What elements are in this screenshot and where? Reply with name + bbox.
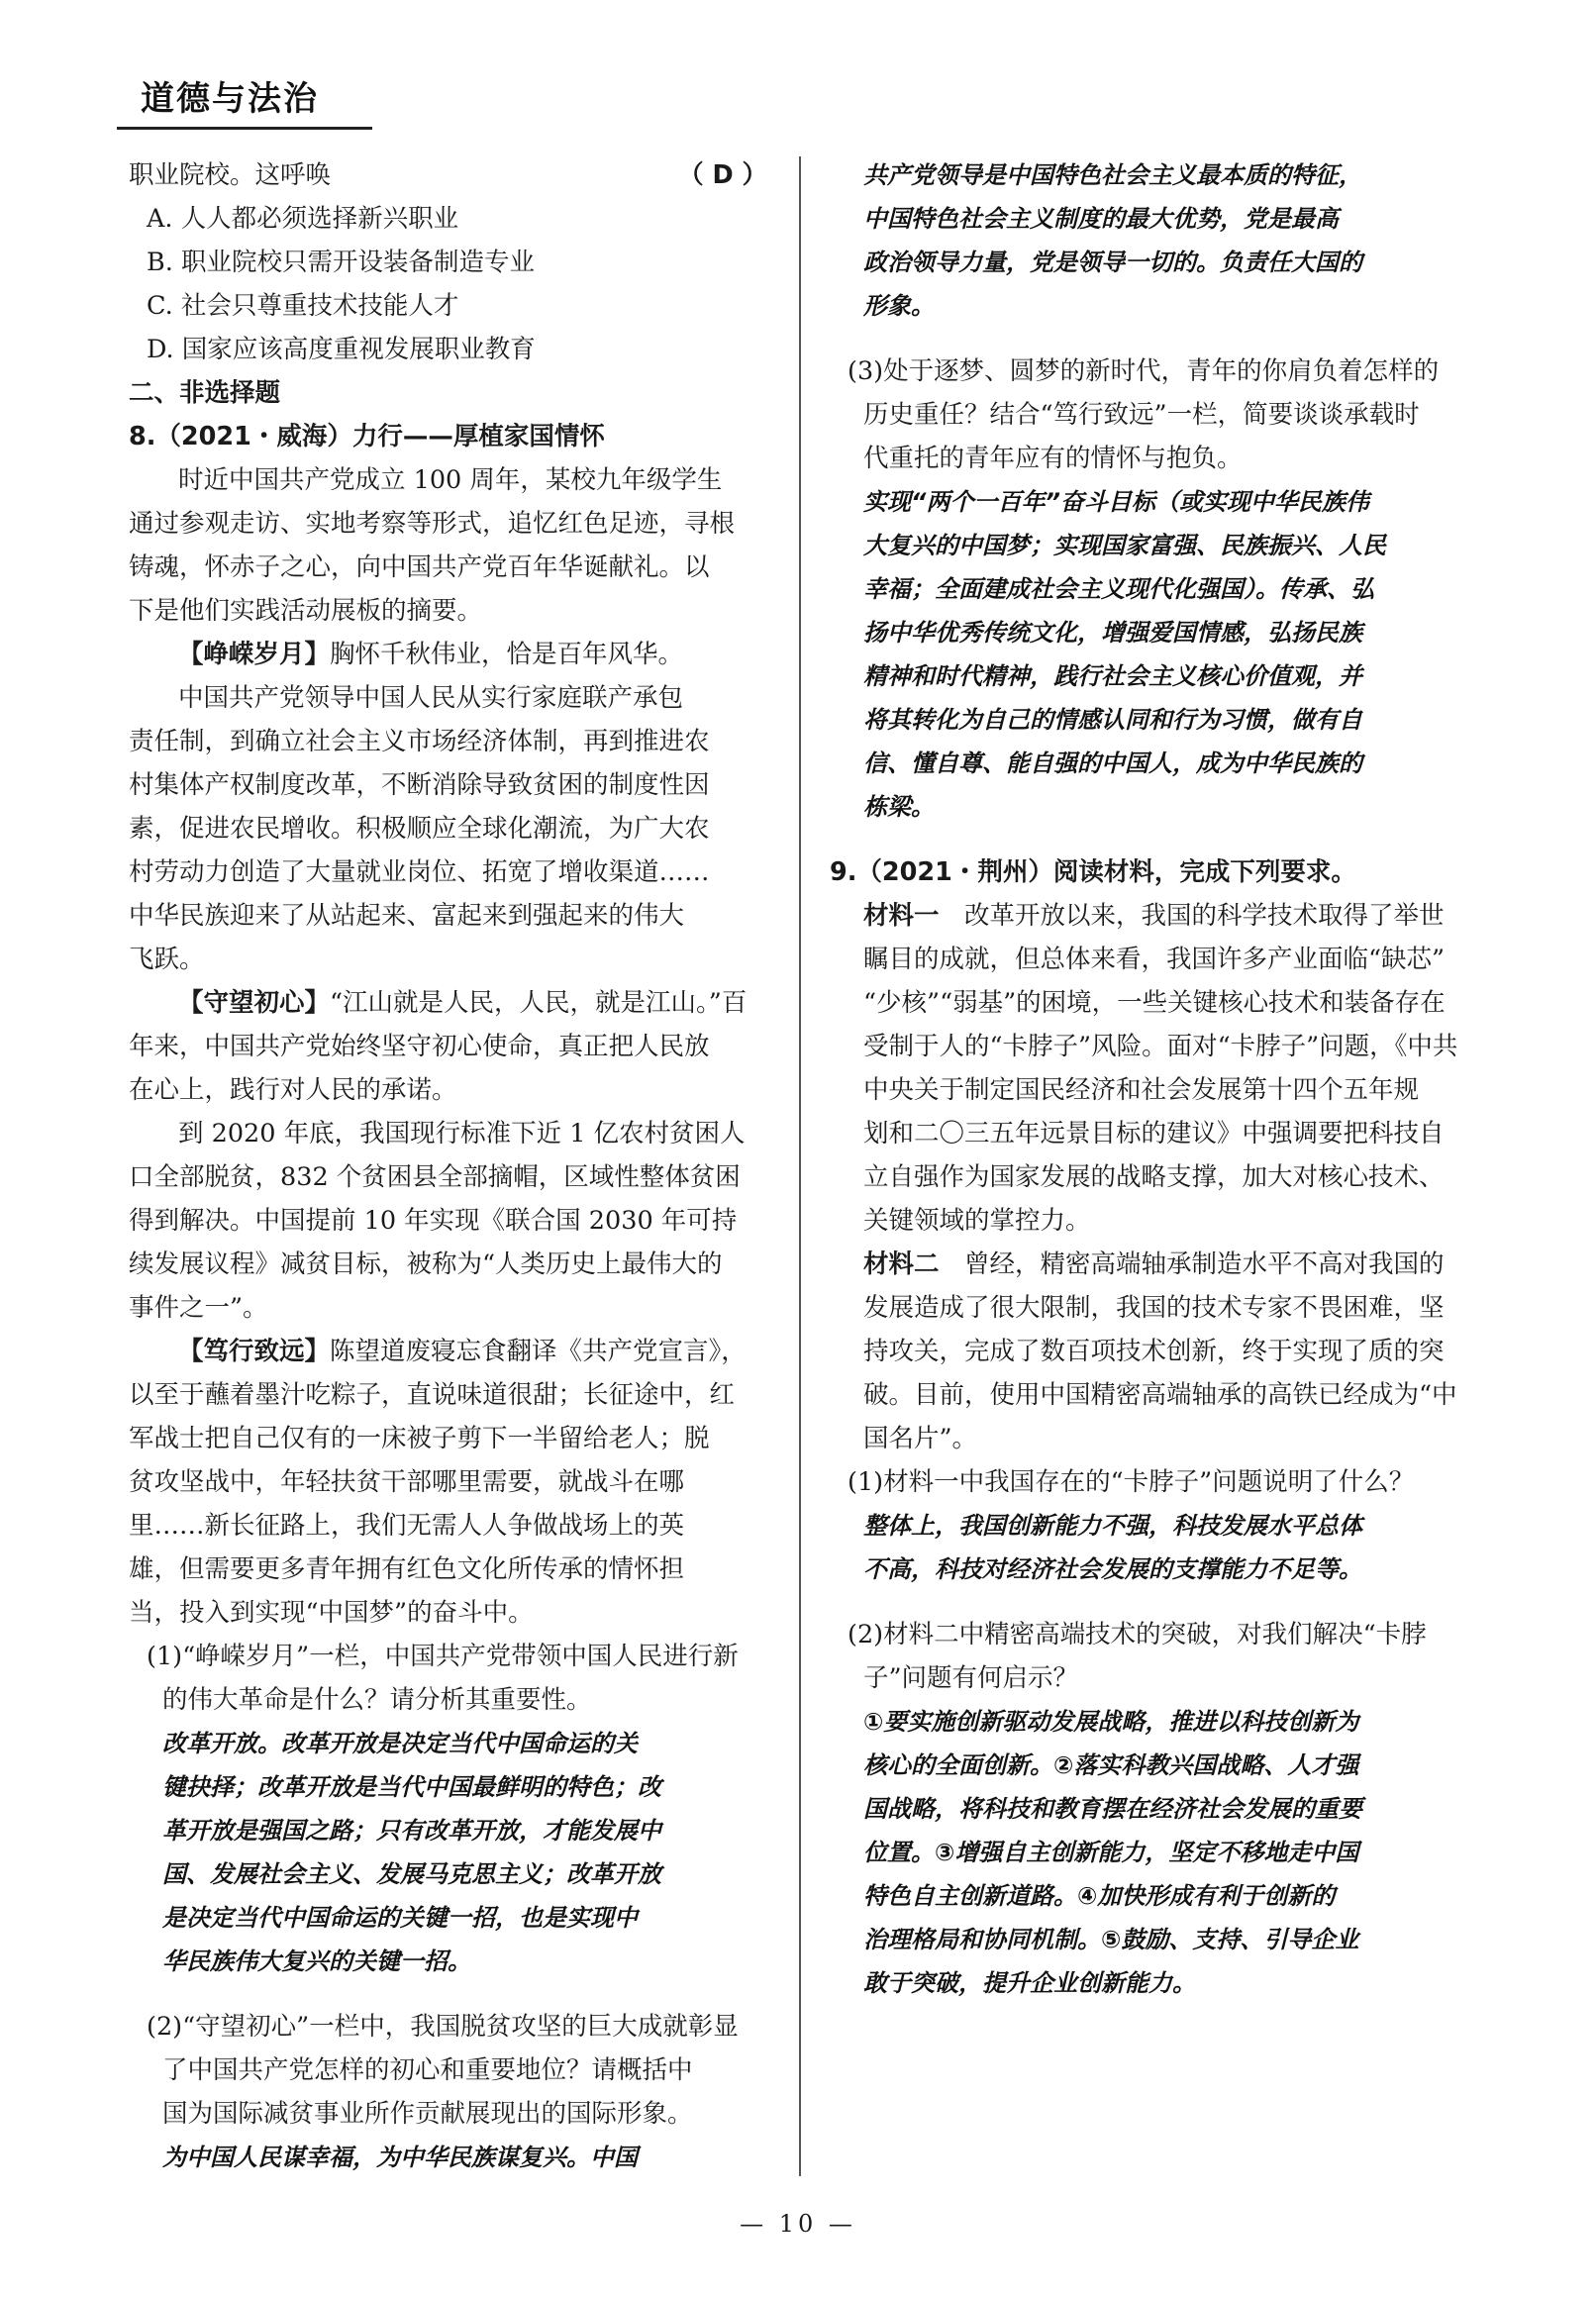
m1-lead: [830, 894, 1495, 938]
left-column: [129, 153, 777, 2179]
text-line: 以至于蘸着墨汁吃粽子，直说味道很甜；长征途中，红: [129, 1380, 736, 1410]
answer-line: 敢于突破，提升企业创新能力。: [863, 1969, 1196, 1997]
text-line: 续发展议程》减贫目标，被称为“人类历史上最伟大的: [129, 1249, 723, 1279]
p2-lead-text: “江山就是人民，人民，就是江山。”百: [330, 988, 748, 1018]
answer-line: 形象。: [863, 292, 935, 320]
answer-line: 治理格局和协同机制。⑤鼓励、支持、引导企业: [863, 1926, 1359, 1953]
p2-lead: [129, 981, 777, 1025]
m2-lead-text: 曾经，精密高端轴承制造水平不高对我国的: [964, 1249, 1445, 1279]
answer-line: 政治领导力量，党是领导一切的。负责任大国的: [863, 249, 1362, 276]
answer-line: 幸福；全面建成社会主义现代化强国）。传承、弘: [863, 575, 1374, 603]
column-divider: [799, 156, 801, 2176]
answer-line: 特色自主创新道路。④加快形成有利于创新的: [863, 1882, 1336, 1910]
text-line: 立自强作为国家发展的战略支撑，加大对核心技术、: [863, 1162, 1445, 1192]
option-line: A. 人人都必须选择新兴职业: [147, 204, 459, 234]
q8-intro: [129, 458, 777, 633]
answer-line: 中国特色社会主义制度的最大优势，党是最高: [863, 205, 1339, 233]
text-line: 军战士把自己仅有的一床被子剪下一半留给老人；脱: [129, 1424, 710, 1453]
text-line: 得到解决。中国提前 10 年实现《联合国 2030 年可持: [129, 1206, 738, 1236]
text-line: 时近中国共产党成立 100 周年，某校九年级学生: [178, 465, 723, 495]
answer-line: 是决定当代中国命运的关键一招，也是实现中: [162, 1904, 638, 1932]
answer-line: 华民族伟大复兴的关键一招。: [162, 1947, 471, 1975]
text-line: 村劳动力创造了大量就业岗位、拓宽了增收渠道……: [129, 857, 710, 887]
text-line: 划和二〇三五年远景目标的建议》中强调要把科技自: [863, 1119, 1445, 1148]
text-line: 持攻关，完成了数百项技术创新，终于实现了质的突: [863, 1337, 1445, 1366]
m2-label: 材料二: [863, 1249, 940, 1279]
q8-3-answer: [830, 480, 1495, 829]
answer-line: 整体上，我国创新能力不强，科技发展水平总体: [863, 1512, 1362, 1540]
q7-options: [129, 197, 777, 371]
text-line: 发展造成了很大限制，我国的技术专家不畏困难，坚: [863, 1293, 1445, 1323]
m1-label: 材料一: [863, 901, 940, 931]
p4-body: [129, 1373, 777, 1635]
text-line: 里……新长征路上，我们无需人人争做战场上的英: [129, 1511, 685, 1541]
question-line: 了中国共产党怎样的初心和重要地位？请概括中: [162, 2055, 693, 2085]
answer-line: 为中国人民谋幸福，为中华民族谋复兴。中国: [162, 2144, 638, 2171]
q9-1-question: [830, 1460, 1495, 1504]
header-rule: [117, 127, 372, 130]
q8-2-answer-cont: [830, 153, 1495, 328]
text-line: 素，促进农民增收。积极顺应全球化潮流，为广大农: [129, 814, 710, 844]
answer-line: 改革开放。改革开放是决定当代中国命运的关: [162, 1730, 638, 1757]
question-line: 国为国际减贫事业所作贡献展现出的国际形象。: [162, 2099, 693, 2129]
answer-line: 实现“两个一百年”奋斗目标（或实现中华民族伟: [863, 488, 1369, 516]
p4-lead: [129, 1330, 777, 1373]
text-line: 责任制，到确立社会主义市场经济体制，再到推进农: [129, 727, 710, 756]
question-line: (3)处于逐梦、圆梦的新时代，青年的你肩负着怎样的: [848, 356, 1440, 386]
answer-line: 信、懂自尊、能自强的中国人，成为中华民族的: [863, 749, 1362, 777]
answer-line: ①要实施创新驱动发展战略，推进以科技创新为: [863, 1708, 1359, 1736]
q8-3-question: [830, 350, 1495, 480]
text-line: “少核”“弱基”的困境，一些关键核心技术和装备存在: [863, 988, 1446, 1018]
answer-line: 革开放是强国之路；只有改革开放，才能发展中: [162, 1817, 661, 1845]
option-line: B. 职业院校只需开设装备制造专业: [147, 248, 535, 277]
subject-title: 道德与法治: [141, 79, 319, 119]
q7-stem-tail: 职业院校。这呼唤: [129, 160, 332, 190]
question-line: (2)“守望初心”一栏中，我国脱贫攻坚的巨大成就彰显: [147, 2012, 739, 2042]
q9-1-answer: [830, 1504, 1495, 1591]
question-line: (1)“峥嵘岁月”一栏，中国共产党带领中国人民进行新: [147, 1642, 739, 1671]
p1-label: 【峥嵘岁月】: [178, 640, 331, 669]
right-column: [830, 153, 1495, 2005]
text-line: 贫攻坚战中，年轻扶贫干部哪里需要，就战斗在哪: [129, 1467, 685, 1497]
text-line: 国名片”。: [863, 1424, 978, 1453]
text-line: 受制于人的“卡脖子”风险。面对“卡脖子”问题，《中共: [863, 1032, 1458, 1061]
text-line: 事件之一”。: [129, 1293, 268, 1323]
text-line: 村集体产权制度改革，不断消除导致贫困的制度性因: [129, 770, 710, 800]
answer-line: 大复兴的中国梦；实现国家富强、民族振兴、人民: [863, 532, 1386, 559]
question-line: (1)材料一中我国存在的“卡脖子”问题说明了什么？: [848, 1467, 1415, 1497]
m2-lead: [830, 1243, 1495, 1286]
text-line: 下是他们实践活动展板的摘要。: [129, 596, 483, 626]
text-line: 破。目前，使用中国精密高端轴承的高铁已经成为“中: [863, 1380, 1457, 1410]
answer-line: 国、发展社会主义、发展马克思主义；改革开放: [162, 1860, 661, 1888]
q7-answer: （ D ）: [678, 160, 767, 190]
q8-2-answer: [129, 2136, 777, 2179]
answer-line: 不高，科技对经济社会发展的支撑能力不足等。: [863, 1555, 1362, 1583]
text-line: 中华民族迎来了从站起来、富起来到强起来的伟大: [129, 901, 685, 931]
p3-body: [129, 1112, 777, 1330]
p2-label: 【守望初心】: [178, 988, 331, 1018]
q8-heading: 8.（2021・威海）力行——厚植家国情怀: [129, 422, 605, 451]
p2-body: [129, 1025, 777, 1112]
text-line: 雄，但需要更多青年拥有红色文化所传承的情怀担: [129, 1554, 685, 1584]
q7-tail-row: [129, 153, 777, 197]
question-line: 子”问题有何启示？: [863, 1663, 1079, 1693]
text-line: 口全部脱贫，832 个贫困县全部摘帽，区域性整体贫困: [129, 1162, 741, 1192]
q9-heading: 9.（2021・荆州）阅读材料，完成下列要求。: [830, 857, 1356, 887]
answer-line: 将其转化为自己的情感认同和行为习惯，做有自: [863, 706, 1362, 734]
m2-body: [830, 1286, 1495, 1460]
m1-lead-text: 改革开放以来，我国的科学技术取得了举世: [964, 901, 1445, 931]
q9-2-question: [830, 1613, 1495, 1700]
question-line: 历史重任？结合“笃行致远”一栏，简要谈谈承载时: [863, 400, 1420, 430]
option-line: C. 社会只尊重技术技能人才: [147, 291, 459, 321]
answer-line: 核心的全面创新。②落实科教兴国战略、人才强: [863, 1751, 1359, 1779]
p1-lead: [129, 633, 777, 676]
option-line: D. 国家应该高度重视发展职业教育: [147, 335, 536, 364]
text-line: 关键领域的掌控力。: [863, 1206, 1091, 1236]
q8-1-question: [129, 1635, 777, 1722]
answer-line: 精神和时代精神，践行社会主义核心价值观，并: [863, 662, 1362, 690]
section-title: 二、非选择题: [129, 378, 281, 408]
text-line: 当，投入到实现“中国梦”的奋斗中。: [129, 1598, 534, 1628]
q8-1-answer: [129, 1722, 777, 1983]
text-line: 中央关于制定国民经济和社会发展第十四个五年规: [863, 1075, 1420, 1105]
answer-line: 位置。③增强自主创新能力，坚定不移地走中国: [863, 1839, 1359, 1866]
text-line: 年来，中国共产党始终坚守初心使命，真正把人民放: [129, 1032, 710, 1061]
text-line: 到 2020 年底，我国现行标准下近 1 亿农村贫困人: [178, 1119, 746, 1148]
answer-line: 共产党领导是中国特色社会主义最本质的特征，: [863, 161, 1362, 189]
question-line: 代重托的青年应有的情怀与抱负。: [863, 444, 1243, 473]
text-line: 中国共产党领导中国人民从实行家庭联产承包: [178, 683, 684, 713]
question-line: (2)材料二中精密高端技术的突破，对我们解决“卡脖: [848, 1620, 1427, 1649]
p1-body: [129, 676, 777, 981]
q8-2-question: [129, 2005, 777, 2136]
text-line: 在心上，践行对人民的承诺。: [129, 1075, 457, 1105]
answer-line: 栋梁。: [863, 793, 935, 821]
p4-lead-text: 陈望道废寝忘食翻译《共产党宣言》，: [330, 1337, 747, 1366]
p1-lead-text: 胸怀千秋伟业，恰是百年风华。: [330, 640, 684, 669]
text-line: 铸魂，怀赤子之心，向中国共产党百年华诞献礼。以: [129, 552, 710, 582]
page-number: — 10 —: [740, 2210, 856, 2238]
answer-line: 键抉择；改革开放是当代中国最鲜明的特色；改: [162, 1773, 661, 1801]
answer-line: 国战略，将科技和教育摆在经济社会发展的重要: [863, 1795, 1362, 1823]
text-line: 通过参观走访、实地考察等形式，追忆红色足迹，寻根: [129, 509, 736, 539]
text-line: 瞩目的成就，但总体来看，我国许多产业面临“缺芯”: [863, 945, 1446, 974]
q9-2-answer: [830, 1700, 1495, 2005]
question-line: 的伟大革命是什么？请分析其重要性。: [162, 1685, 592, 1715]
text-line: 飞跃。: [129, 945, 205, 974]
m1-body: [830, 938, 1495, 1243]
p4-label: 【笃行致远】: [178, 1337, 331, 1366]
answer-line: 扬中华优秀传统文化，增强爱国情感，弘扬民族: [863, 619, 1362, 647]
